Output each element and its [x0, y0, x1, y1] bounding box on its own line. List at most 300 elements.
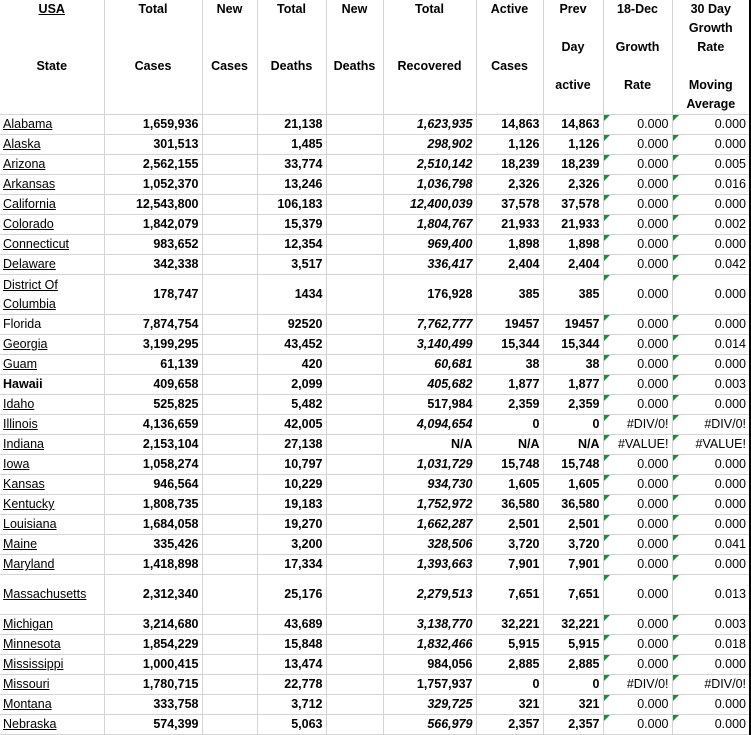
growth-rate-cell[interactable]: 0.000: [603, 275, 672, 315]
total-cases-cell[interactable]: 1,808,735: [104, 495, 202, 515]
state-cell[interactable]: [0, 375, 104, 395]
total-deaths-cell[interactable]: 12,354: [257, 235, 326, 255]
new-deaths-cell[interactable]: [326, 195, 383, 215]
state-link[interactable]: Arkansas: [3, 177, 56, 191]
hdr-prev-day-active[interactable]: [543, 19, 603, 38]
state-link[interactable]: Louisiana: [3, 517, 57, 531]
total-cases-cell[interactable]: 1,780,715: [104, 675, 202, 695]
total-recovered-cell[interactable]: 1,031,729: [383, 455, 476, 475]
new-deaths-cell[interactable]: [326, 675, 383, 695]
total-deaths-cell[interactable]: 19,183: [257, 495, 326, 515]
total-cases-cell[interactable]: 574,399: [104, 715, 202, 735]
state-cell[interactable]: [0, 335, 104, 355]
total-recovered-cell[interactable]: 984,056: [383, 655, 476, 675]
moving-average-cell[interactable]: 0.000: [672, 695, 750, 715]
total-recovered-cell[interactable]: 1,393,663: [383, 555, 476, 575]
hdr-moving-average[interactable]: 30 Day: [672, 0, 750, 19]
new-deaths-cell[interactable]: [326, 155, 383, 175]
state-link-line2[interactable]: Columbia: [3, 296, 56, 311]
total-recovered-cell[interactable]: 934,730: [383, 475, 476, 495]
total-deaths-cell[interactable]: 3,712: [257, 695, 326, 715]
total-deaths-cell[interactable]: 92520: [257, 315, 326, 335]
hdr-new-cases[interactable]: [202, 38, 257, 57]
moving-average-cell[interactable]: 0.041: [672, 535, 750, 555]
active-cases-cell[interactable]: 1,126: [476, 135, 543, 155]
new-deaths-cell[interactable]: [326, 455, 383, 475]
new-deaths-cell[interactable]: [326, 375, 383, 395]
state-cell[interactable]: [0, 675, 104, 695]
total-deaths-cell[interactable]: 21,138: [257, 115, 326, 135]
hdr-growth-rate[interactable]: 18-Dec: [603, 0, 672, 19]
active-cases-cell[interactable]: 2,885: [476, 655, 543, 675]
hdr-growth-rate[interactable]: [603, 57, 672, 76]
moving-average-cell[interactable]: 0.016: [672, 175, 750, 195]
hdr-state[interactable]: USA: [0, 0, 104, 19]
hdr-state[interactable]: State: [0, 57, 104, 76]
prev-day-active-cell[interactable]: 2,885: [543, 655, 603, 675]
state-link[interactable]: District Of: [3, 277, 58, 292]
state-link[interactable]: Montana: [3, 697, 52, 711]
growth-rate-cell[interactable]: 0.000: [603, 215, 672, 235]
hdr-total-cases[interactable]: [104, 38, 202, 57]
total-deaths-cell[interactable]: 43,689: [257, 615, 326, 635]
growth-rate-cell[interactable]: 0.000: [603, 695, 672, 715]
hdr-growth-rate[interactable]: Rate: [603, 76, 672, 95]
state-link[interactable]: Connecticut: [3, 237, 70, 251]
state-cell[interactable]: [0, 475, 104, 495]
prev-day-active-cell[interactable]: 2,357: [543, 715, 603, 735]
state-link[interactable]: Mississippi: [3, 657, 64, 671]
total-cases-cell[interactable]: 301,513: [104, 135, 202, 155]
total-deaths-cell[interactable]: 106,183: [257, 195, 326, 215]
state-cell[interactable]: [0, 195, 104, 215]
total-recovered-cell[interactable]: 2,510,142: [383, 155, 476, 175]
state-cell[interactable]: [0, 555, 104, 575]
total-cases-cell[interactable]: 2,312,340: [104, 575, 202, 615]
state-link[interactable]: Florida: [3, 317, 42, 331]
state-link[interactable]: Michigan: [3, 617, 54, 631]
prev-day-active-cell[interactable]: 7,901: [543, 555, 603, 575]
state-link[interactable]: Iowa: [3, 457, 30, 471]
growth-rate-cell[interactable]: #VALUE!: [603, 435, 672, 455]
moving-average-cell[interactable]: 0.000: [672, 455, 750, 475]
moving-average-cell[interactable]: 0.018: [672, 635, 750, 655]
state-link[interactable]: Missouri: [3, 677, 50, 691]
new-cases-cell[interactable]: [202, 475, 257, 495]
total-recovered-cell[interactable]: 7,762,777: [383, 315, 476, 335]
state-link[interactable]: Georgia: [3, 337, 48, 351]
total-deaths-cell[interactable]: 15,379: [257, 215, 326, 235]
prev-day-active-cell[interactable]: 19457: [543, 315, 603, 335]
hdr-new-deaths[interactable]: [326, 76, 383, 95]
total-cases-cell[interactable]: 342,338: [104, 255, 202, 275]
total-recovered-cell[interactable]: 4,094,654: [383, 415, 476, 435]
new-deaths-cell[interactable]: [326, 215, 383, 235]
active-cases-cell[interactable]: 2,357: [476, 715, 543, 735]
state-cell[interactable]: [0, 695, 104, 715]
growth-rate-cell[interactable]: 0.000: [603, 715, 672, 735]
prev-day-active-cell[interactable]: 18,239: [543, 155, 603, 175]
state-cell[interactable]: [0, 355, 104, 375]
moving-average-cell[interactable]: 0.000: [672, 475, 750, 495]
state-link[interactable]: Maine: [3, 537, 38, 551]
total-cases-cell[interactable]: 1,000,415: [104, 655, 202, 675]
new-cases-cell[interactable]: [202, 575, 257, 615]
state-link[interactable]: Minnesota: [3, 637, 61, 651]
total-recovered-cell[interactable]: 566,979: [383, 715, 476, 735]
total-deaths-cell[interactable]: 10,797: [257, 455, 326, 475]
moving-average-cell[interactable]: 0.003: [672, 615, 750, 635]
growth-rate-cell[interactable]: 0.000: [603, 395, 672, 415]
total-deaths-cell[interactable]: 27,138: [257, 435, 326, 455]
new-deaths-cell[interactable]: [326, 555, 383, 575]
state-cell[interactable]: [0, 175, 104, 195]
state-cell[interactable]: [0, 315, 104, 335]
active-cases-cell[interactable]: 2,326: [476, 175, 543, 195]
total-deaths-cell[interactable]: 13,474: [257, 655, 326, 675]
moving-average-cell[interactable]: 0.000: [672, 195, 750, 215]
hdr-state[interactable]: [0, 19, 104, 38]
new-deaths-cell[interactable]: [326, 415, 383, 435]
state-link[interactable]: Hawaii: [3, 377, 43, 391]
new-deaths-cell[interactable]: [326, 655, 383, 675]
new-deaths-cell[interactable]: [326, 315, 383, 335]
total-deaths-cell[interactable]: 1434: [257, 275, 326, 315]
state-cell[interactable]: [0, 615, 104, 635]
active-cases-cell[interactable]: 385: [476, 275, 543, 315]
prev-day-active-cell[interactable]: 38: [543, 355, 603, 375]
active-cases-cell[interactable]: 7,901: [476, 555, 543, 575]
active-cases-cell[interactable]: 2,359: [476, 395, 543, 415]
new-deaths-cell[interactable]: [326, 475, 383, 495]
hdr-state[interactable]: [0, 76, 104, 95]
state-cell[interactable]: [0, 395, 104, 415]
growth-rate-cell[interactable]: 0.000: [603, 535, 672, 555]
moving-average-cell[interactable]: #VALUE!: [672, 435, 750, 455]
total-deaths-cell[interactable]: 17,334: [257, 555, 326, 575]
hdr-new-cases[interactable]: Cases: [202, 57, 257, 76]
total-recovered-cell[interactable]: 1,757,937: [383, 675, 476, 695]
total-recovered-cell[interactable]: 1,832,466: [383, 635, 476, 655]
total-cases-cell[interactable]: 7,874,754: [104, 315, 202, 335]
active-cases-cell[interactable]: 1,877: [476, 375, 543, 395]
active-cases-cell[interactable]: 15,344: [476, 335, 543, 355]
new-cases-cell[interactable]: [202, 655, 257, 675]
total-cases-cell[interactable]: 61,139: [104, 355, 202, 375]
total-deaths-cell[interactable]: 5,482: [257, 395, 326, 415]
growth-rate-cell[interactable]: 0.000: [603, 475, 672, 495]
state-cell[interactable]: [0, 115, 104, 135]
prev-day-active-cell[interactable]: 15,748: [543, 455, 603, 475]
total-recovered-cell[interactable]: 176,928: [383, 275, 476, 315]
growth-rate-cell[interactable]: #DIV/0!: [603, 675, 672, 695]
total-deaths-cell[interactable]: 19,270: [257, 515, 326, 535]
moving-average-cell[interactable]: 0.000: [672, 555, 750, 575]
moving-average-cell[interactable]: 0.000: [672, 655, 750, 675]
total-deaths-cell[interactable]: 43,452: [257, 335, 326, 355]
prev-day-active-cell[interactable]: 321: [543, 695, 603, 715]
hdr-moving-average[interactable]: Average: [672, 95, 750, 115]
total-deaths-cell[interactable]: 420: [257, 355, 326, 375]
total-recovered-cell[interactable]: 3,138,770: [383, 615, 476, 635]
new-cases-cell[interactable]: [202, 515, 257, 535]
prev-day-active-cell[interactable]: 0: [543, 675, 603, 695]
total-deaths-cell[interactable]: 5,063: [257, 715, 326, 735]
hdr-prev-day-active[interactable]: [543, 95, 603, 115]
moving-average-cell[interactable]: 0.013: [672, 575, 750, 615]
active-cases-cell[interactable]: 7,651: [476, 575, 543, 615]
moving-average-cell[interactable]: 0.014: [672, 335, 750, 355]
moving-average-cell[interactable]: 0.000: [672, 715, 750, 735]
new-cases-cell[interactable]: [202, 435, 257, 455]
active-cases-cell[interactable]: 2,501: [476, 515, 543, 535]
moving-average-cell[interactable]: #DIV/0!: [672, 415, 750, 435]
total-cases-cell[interactable]: 409,658: [104, 375, 202, 395]
hdr-new-deaths[interactable]: [326, 95, 383, 115]
total-cases-cell[interactable]: 1,418,898: [104, 555, 202, 575]
prev-day-active-cell[interactable]: 32,221: [543, 615, 603, 635]
total-deaths-cell[interactable]: 1,485: [257, 135, 326, 155]
new-cases-cell[interactable]: [202, 155, 257, 175]
growth-rate-cell[interactable]: 0.000: [603, 615, 672, 635]
hdr-total-deaths[interactable]: [257, 95, 326, 115]
active-cases-cell[interactable]: 5,915: [476, 635, 543, 655]
total-deaths-cell[interactable]: 25,176: [257, 575, 326, 615]
new-deaths-cell[interactable]: [326, 435, 383, 455]
state-cell[interactable]: [0, 455, 104, 475]
hdr-growth-rate[interactable]: [603, 19, 672, 38]
total-recovered-cell[interactable]: 328,506: [383, 535, 476, 555]
state-cell[interactable]: [0, 515, 104, 535]
active-cases-cell[interactable]: 1,605: [476, 475, 543, 495]
prev-day-active-cell[interactable]: 36,580: [543, 495, 603, 515]
hdr-total-deaths[interactable]: [257, 38, 326, 57]
active-cases-cell[interactable]: 1,898: [476, 235, 543, 255]
total-recovered-cell[interactable]: 969,400: [383, 235, 476, 255]
growth-rate-cell[interactable]: #DIV/0!: [603, 415, 672, 435]
state-cell[interactable]: [0, 135, 104, 155]
total-recovered-cell[interactable]: 1,623,935: [383, 115, 476, 135]
state-cell[interactable]: [0, 215, 104, 235]
total-cases-cell[interactable]: 2,153,104: [104, 435, 202, 455]
hdr-total-cases[interactable]: [104, 76, 202, 95]
moving-average-cell[interactable]: #DIV/0!: [672, 675, 750, 695]
new-deaths-cell[interactable]: [326, 535, 383, 555]
total-cases-cell[interactable]: 1,684,058: [104, 515, 202, 535]
growth-rate-cell[interactable]: 0.000: [603, 315, 672, 335]
state-cell[interactable]: [0, 415, 104, 435]
moving-average-cell[interactable]: 0.000: [672, 235, 750, 255]
new-cases-cell[interactable]: [202, 535, 257, 555]
hdr-state[interactable]: [0, 95, 104, 115]
state-cell[interactable]: [0, 715, 104, 735]
hdr-total-recovered[interactable]: [383, 76, 476, 95]
active-cases-cell[interactable]: 18,239: [476, 155, 543, 175]
new-cases-cell[interactable]: [202, 115, 257, 135]
hdr-new-deaths[interactable]: New: [326, 0, 383, 19]
prev-day-active-cell[interactable]: N/A: [543, 435, 603, 455]
moving-average-cell[interactable]: 0.000: [672, 135, 750, 155]
total-deaths-cell[interactable]: 3,517: [257, 255, 326, 275]
state-cell[interactable]: [0, 535, 104, 555]
state-link[interactable]: Massachusetts: [3, 587, 87, 601]
hdr-total-deaths[interactable]: Total: [257, 0, 326, 19]
prev-day-active-cell[interactable]: 3,720: [543, 535, 603, 555]
moving-average-cell[interactable]: 0.000: [672, 275, 750, 315]
new-deaths-cell[interactable]: [326, 495, 383, 515]
hdr-total-cases[interactable]: Total: [104, 0, 202, 19]
state-cell[interactable]: [0, 255, 104, 275]
growth-rate-cell[interactable]: 0.000: [603, 175, 672, 195]
total-deaths-cell[interactable]: 15,848: [257, 635, 326, 655]
hdr-total-recovered[interactable]: [383, 19, 476, 38]
hdr-moving-average[interactable]: Growth: [672, 19, 750, 38]
new-cases-cell[interactable]: [202, 275, 257, 315]
prev-day-active-cell[interactable]: 21,933: [543, 215, 603, 235]
hdr-active-cases[interactable]: [476, 95, 543, 115]
total-cases-cell[interactable]: 1,659,936: [104, 115, 202, 135]
prev-day-active-cell[interactable]: 1,877: [543, 375, 603, 395]
prev-day-active-cell[interactable]: 1,605: [543, 475, 603, 495]
total-deaths-cell[interactable]: 10,229: [257, 475, 326, 495]
hdr-moving-average[interactable]: Rate: [672, 38, 750, 57]
new-deaths-cell[interactable]: [326, 115, 383, 135]
new-cases-cell[interactable]: [202, 255, 257, 275]
total-deaths-cell[interactable]: 13,246: [257, 175, 326, 195]
prev-day-active-cell[interactable]: 14,863: [543, 115, 603, 135]
total-recovered-cell[interactable]: 1,752,972: [383, 495, 476, 515]
total-recovered-cell[interactable]: 1,662,287: [383, 515, 476, 535]
moving-average-cell[interactable]: 0.000: [672, 515, 750, 535]
state-link[interactable]: Arizona: [3, 157, 46, 171]
new-cases-cell[interactable]: [202, 495, 257, 515]
hdr-total-deaths[interactable]: Deaths: [257, 57, 326, 76]
total-cases-cell[interactable]: 2,562,155: [104, 155, 202, 175]
hdr-prev-day-active[interactable]: Day: [543, 38, 603, 57]
total-cases-cell[interactable]: 333,758: [104, 695, 202, 715]
new-cases-cell[interactable]: [202, 315, 257, 335]
new-cases-cell[interactable]: [202, 395, 257, 415]
total-recovered-cell[interactable]: 1,036,798: [383, 175, 476, 195]
growth-rate-cell[interactable]: 0.000: [603, 235, 672, 255]
state-cell[interactable]: [0, 235, 104, 255]
total-cases-cell[interactable]: 1,052,370: [104, 175, 202, 195]
new-deaths-cell[interactable]: [326, 615, 383, 635]
hdr-total-deaths[interactable]: [257, 19, 326, 38]
hdr-active-cases[interactable]: [476, 38, 543, 57]
total-cases-cell[interactable]: 3,199,295: [104, 335, 202, 355]
total-deaths-cell[interactable]: 2,099: [257, 375, 326, 395]
total-recovered-cell[interactable]: 2,279,513: [383, 575, 476, 615]
new-deaths-cell[interactable]: [326, 395, 383, 415]
total-recovered-cell[interactable]: 3,140,499: [383, 335, 476, 355]
state-cell[interactable]: [0, 635, 104, 655]
new-deaths-cell[interactable]: [326, 235, 383, 255]
new-deaths-cell[interactable]: [326, 255, 383, 275]
hdr-new-cases[interactable]: New: [202, 0, 257, 19]
hdr-total-recovered[interactable]: Recovered: [383, 57, 476, 76]
hdr-prev-day-active[interactable]: [543, 57, 603, 76]
total-cases-cell[interactable]: 1,854,229: [104, 635, 202, 655]
new-deaths-cell[interactable]: [326, 575, 383, 615]
total-cases-cell[interactable]: 1,058,274: [104, 455, 202, 475]
hdr-new-deaths[interactable]: [326, 19, 383, 38]
active-cases-cell[interactable]: 2,404: [476, 255, 543, 275]
growth-rate-cell[interactable]: 0.000: [603, 355, 672, 375]
state-cell[interactable]: [0, 655, 104, 675]
hdr-total-deaths[interactable]: [257, 76, 326, 95]
state-link[interactable]: Maryland: [3, 557, 55, 571]
total-recovered-cell[interactable]: N/A: [383, 435, 476, 455]
new-cases-cell[interactable]: [202, 355, 257, 375]
hdr-moving-average[interactable]: [672, 57, 750, 76]
hdr-active-cases[interactable]: [476, 19, 543, 38]
new-deaths-cell[interactable]: [326, 715, 383, 735]
total-cases-cell[interactable]: 1,842,079: [104, 215, 202, 235]
new-cases-cell[interactable]: [202, 175, 257, 195]
new-deaths-cell[interactable]: [326, 635, 383, 655]
new-deaths-cell[interactable]: [326, 355, 383, 375]
active-cases-cell[interactable]: 32,221: [476, 615, 543, 635]
growth-rate-cell[interactable]: 0.000: [603, 655, 672, 675]
hdr-total-cases[interactable]: Cases: [104, 57, 202, 76]
total-recovered-cell[interactable]: 405,682: [383, 375, 476, 395]
hdr-new-cases[interactable]: [202, 76, 257, 95]
new-cases-cell[interactable]: [202, 695, 257, 715]
new-cases-cell[interactable]: [202, 215, 257, 235]
total-recovered-cell[interactable]: 329,725: [383, 695, 476, 715]
state-link[interactable]: Kentucky: [3, 497, 55, 511]
active-cases-cell[interactable]: 19457: [476, 315, 543, 335]
state-link[interactable]: Alaska: [3, 137, 41, 151]
active-cases-cell[interactable]: 37,578: [476, 195, 543, 215]
active-cases-cell[interactable]: 3,720: [476, 535, 543, 555]
total-recovered-cell[interactable]: 336,417: [383, 255, 476, 275]
moving-average-cell[interactable]: 0.000: [672, 355, 750, 375]
state-link[interactable]: Idaho: [3, 397, 35, 411]
new-cases-cell[interactable]: [202, 555, 257, 575]
prev-day-active-cell[interactable]: 2,404: [543, 255, 603, 275]
total-deaths-cell[interactable]: 3,200: [257, 535, 326, 555]
hdr-active-cases[interactable]: Active: [476, 0, 543, 19]
hdr-active-cases[interactable]: [476, 76, 543, 95]
active-cases-cell[interactable]: 14,863: [476, 115, 543, 135]
prev-day-active-cell[interactable]: 5,915: [543, 635, 603, 655]
moving-average-cell[interactable]: 0.042: [672, 255, 750, 275]
total-recovered-cell[interactable]: 60,681: [383, 355, 476, 375]
state-cell[interactable]: [0, 435, 104, 455]
new-cases-cell[interactable]: [202, 415, 257, 435]
state-link[interactable]: California: [3, 197, 56, 211]
hdr-total-recovered[interactable]: [383, 38, 476, 57]
hdr-state[interactable]: [0, 38, 104, 57]
active-cases-cell[interactable]: 38: [476, 355, 543, 375]
growth-rate-cell[interactable]: 0.000: [603, 515, 672, 535]
new-deaths-cell[interactable]: [326, 275, 383, 315]
state-link[interactable]: Guam: [3, 357, 38, 371]
total-cases-cell[interactable]: 3,214,680: [104, 615, 202, 635]
total-deaths-cell[interactable]: 42,005: [257, 415, 326, 435]
active-cases-cell[interactable]: N/A: [476, 435, 543, 455]
total-recovered-cell[interactable]: 517,984: [383, 395, 476, 415]
active-cases-cell[interactable]: 321: [476, 695, 543, 715]
total-cases-cell[interactable]: 178,747: [104, 275, 202, 315]
state-link[interactable]: Colorado: [3, 217, 54, 231]
new-cases-cell[interactable]: [202, 715, 257, 735]
prev-day-active-cell[interactable]: 1,126: [543, 135, 603, 155]
new-cases-cell[interactable]: [202, 235, 257, 255]
new-cases-cell[interactable]: [202, 335, 257, 355]
